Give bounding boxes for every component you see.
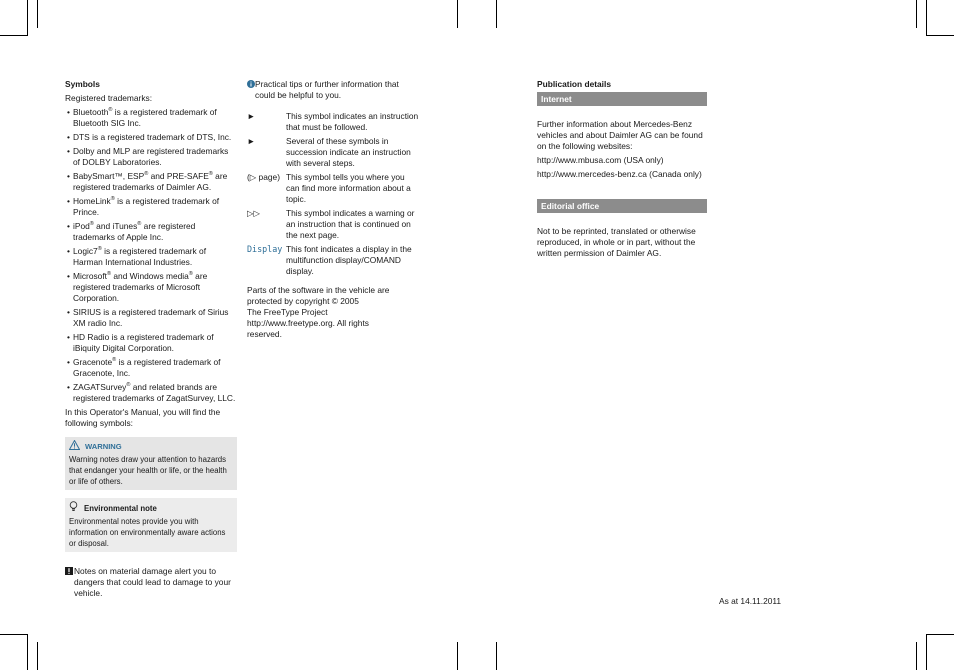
editorial-text: Not to be reprinted, translated or otherwise reproduced, in whole or in part, without the written permission of Daimler AG. [537,226,696,258]
symbols-heading: Symbols [65,79,100,89]
trademark-item: • Gracenote® is a registered trademark of Gracenote, Inc. [65,357,237,379]
trademark-item: • DTS is a registered trademark of DTS, Inc. [65,132,237,143]
environmental-title: Environmental note [84,503,157,513]
trademark-item: • Dolby and MLP are registered trademarks of DOLBY Laboratories. [65,146,237,168]
symbol-description: This font indicates a display in the multifunction display/COMAND display. [286,244,412,276]
material-note-text: Notes on material damage alert you to dangers that could lead to damage to your vehicle. [74,566,231,598]
lightbulb-icon [69,501,78,515]
trademark-item: • SIRIUS is a registered trademark of Sirius XM radio Inc. [65,307,237,329]
symbol-description: This symbol indicates a warning or an instruction that is continued on the next page. [286,208,415,240]
middle-column [247,79,419,340]
copyright-line: protected by copyright © 2005 [247,296,359,306]
url-canada: http://www.mercedes-benz.ca (Canada only) [537,169,702,179]
manual-intro: In this Operator's Manual, you will find the following symbols: [65,407,221,428]
tip-text: Practical tips or further information that could be helpful to you. [255,79,399,100]
internet-text: Further information about Mercedes-Benz vehicles and about Daimler AG can be found on the following websites: [537,119,703,151]
copyright-line: The FreeType Project [247,307,328,317]
environmental-note-box [65,498,237,552]
exclamation-square-icon [65,567,73,578]
symbol-display-font: Display [247,244,283,254]
copyright-line: reserved. [247,329,282,339]
symbol-row [247,208,419,241]
trademark-item: • iPod® and iTunes® are registered trademarks of Apple Inc. [65,221,237,243]
url-usa: http://www.mbusa.com (USA only) [537,155,664,165]
symbol-description: This symbol indicates an instruction that must be followed. [286,111,419,132]
symbol-row [247,172,419,205]
symbol-row [247,136,419,169]
warning-text: Warning notes draw your attention to hazards that endanger your health or life, or the health or life of others. [69,455,227,486]
material-damage-note [65,566,237,599]
publication-details-heading: Publication details [537,79,611,89]
as-at-date: As at 14.11.2011 [719,596,782,606]
copyright-line: http://www.freetype.org. All rights [247,318,369,328]
symbol-description: Several of these symbols in succession indicate an instruction with several steps. [286,136,411,168]
trademark-item: • ZAGATSurvey® and related brands are registered trademarks of ZagatSurvey, LLC. [65,382,237,404]
symbol-page-ref: (▷ page) [247,172,280,182]
symbol-arrow: ► [247,136,256,146]
right-column [537,79,707,262]
copyright-notice [247,285,419,340]
trademark-item: • Bluetooth® is a registered trademark of Bluetooth SIG Inc. [65,107,237,129]
copyright-line: Parts of the software in the vehicle are [247,285,390,295]
symbol-description: This symbol tells you where you can find more information about a topic. [286,172,411,204]
warning-box [65,437,237,490]
trademark-item: • Logic7® is a registered trademark of Harman International Industries. [65,246,237,268]
internet-section-bar: Internet [537,92,707,106]
warning-triangle-icon [69,440,80,453]
symbol-continued: ▷▷ [247,208,260,218]
symbol-row [247,244,419,277]
left-column [65,79,237,599]
trademark-item: • Microsoft® and Windows media® are registered trademarks of Microsoft Corporation. [65,271,237,304]
warning-title: WARNING [85,442,122,451]
info-circle-icon [247,80,255,91]
trademark-list [65,107,237,404]
trademark-item: • BabySmart™, ESP® and PRE-SAFE® are registered trademarks of Daimler AG. [65,171,237,193]
environmental-text: Environmental notes provide you with information on environmentally aware actions or disposal. [69,517,226,548]
registered-intro: Registered trademarks: [65,93,153,103]
trademark-item: • HomeLink® is a registered trademark of Prince. [65,196,237,218]
symbol-arrow: ► [247,111,256,121]
symbol-row [247,111,419,133]
editorial-office-bar: Editorial office [537,199,707,213]
trademark-item: • HD Radio is a registered trademark of iBiquity Digital Corporation. [65,332,237,354]
practical-tip [247,79,419,101]
